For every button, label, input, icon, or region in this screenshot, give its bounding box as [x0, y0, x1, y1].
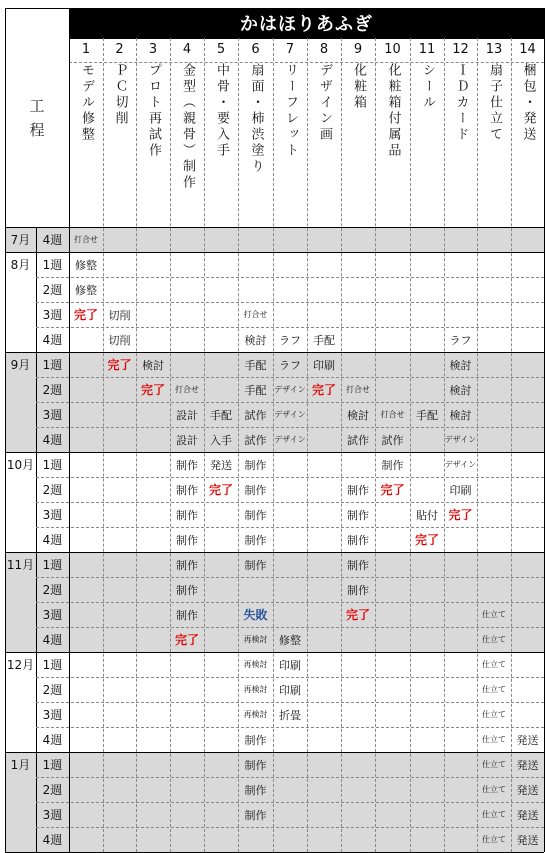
- week-label: 1週: [42, 258, 63, 272]
- grid-line: [5, 552, 544, 553]
- task-cell: 検討: [142, 358, 164, 372]
- task-cell: 仕立て: [482, 610, 506, 619]
- task-cell: 制作: [244, 558, 267, 572]
- column-label: [170, 63, 204, 225]
- column-number: 6: [251, 42, 260, 57]
- task-cell: 制作: [244, 758, 267, 772]
- task-cell: 手配: [244, 358, 267, 372]
- column-label-text: リーフレット: [283, 63, 298, 159]
- grid-line: [36, 277, 544, 278]
- column-number: 5: [216, 42, 226, 57]
- week-label: 1週: [42, 358, 63, 372]
- column-label: [136, 63, 170, 225]
- month-label: 11月: [6, 558, 35, 572]
- grid-line: [36, 802, 544, 803]
- grid-line: [36, 727, 544, 728]
- week-label: 1週: [42, 558, 63, 572]
- task-cell: 制作: [176, 558, 198, 572]
- week-label: 3週: [42, 608, 63, 622]
- task-cell: デザイン: [274, 385, 306, 394]
- grid-line: [341, 38, 342, 852]
- column-label-text: 化粧箱付属品: [385, 63, 401, 159]
- task-cell: 手配: [210, 408, 232, 422]
- task-cell: 制作: [244, 508, 267, 522]
- task-cell: 設計: [176, 408, 198, 422]
- task-cell: 完了: [414, 533, 439, 547]
- task-cell: 再検討: [243, 710, 268, 719]
- task-cell: 仕立て: [482, 835, 506, 844]
- week-label: 2週: [42, 283, 63, 297]
- week-label: 2週: [42, 583, 63, 597]
- sheet-title: かはほりあふぎ: [69, 8, 544, 38]
- task-cell: 制作: [176, 583, 198, 597]
- task-cell: 切削: [108, 333, 131, 347]
- column-label: [410, 63, 444, 225]
- column-label-text: プロト再試作: [146, 63, 161, 159]
- week-label: 1週: [42, 658, 63, 672]
- grid-line: [170, 38, 171, 852]
- task-cell: 打合せ: [243, 310, 268, 319]
- week-label: 2週: [42, 383, 63, 397]
- column-label-text: デザイン画: [317, 63, 332, 143]
- task-cell: 仕立て: [482, 660, 506, 669]
- task-cell: 仕立て: [482, 685, 506, 694]
- week-label: 4週: [42, 333, 63, 347]
- week-label: 2週: [42, 783, 63, 797]
- column-number: 10: [384, 42, 401, 57]
- task-cell: 制作: [347, 558, 369, 572]
- task-cell: 完了: [380, 483, 405, 497]
- column-label-text: 扇面・柿渋塗り: [248, 63, 264, 175]
- task-cell: 切削: [108, 308, 131, 322]
- task-cell: 再検討: [243, 685, 268, 694]
- week-label: 4週: [42, 533, 63, 547]
- grid-line: [5, 752, 544, 753]
- task-cell: 発送: [516, 783, 539, 797]
- week-label: 4週: [42, 833, 63, 847]
- week-label: 2週: [42, 683, 63, 697]
- column-label: [307, 63, 341, 225]
- task-cell: 打合せ: [346, 385, 370, 394]
- week-label: 3週: [42, 708, 63, 722]
- column-label-text: シール: [420, 63, 435, 111]
- task-cell: 発送: [516, 808, 539, 822]
- task-cell: 完了: [174, 633, 199, 647]
- task-cell: 完了: [208, 483, 233, 497]
- task-cell: 完了: [311, 383, 336, 397]
- task-cell: ラフ: [449, 333, 472, 347]
- column-label: [511, 63, 544, 225]
- task-cell: 仕立て: [482, 735, 506, 744]
- week-label: 3週: [42, 808, 63, 822]
- column-number: 13: [485, 42, 503, 57]
- column-number: 9: [353, 42, 363, 57]
- task-cell: デザイン: [444, 460, 477, 469]
- task-cell: 制作: [347, 583, 369, 597]
- grid-line: [444, 38, 445, 852]
- grid-line: [5, 652, 544, 653]
- process-header-char-2: 程: [29, 120, 45, 139]
- task-cell: 試作: [244, 408, 267, 422]
- grid-line: [307, 38, 308, 852]
- column-label-text: モデル修整: [79, 63, 94, 143]
- grid-line: [5, 252, 544, 253]
- grid-line: [477, 38, 478, 852]
- grid-line: [36, 677, 544, 678]
- task-cell: 仕立て: [482, 785, 506, 794]
- week-label: 3週: [42, 308, 63, 322]
- grid-line: [69, 8, 70, 852]
- task-cell: デザイン: [274, 435, 306, 444]
- task-cell: 仕立て: [482, 635, 506, 644]
- task-cell: 完了: [107, 358, 132, 372]
- column-label: [444, 63, 477, 225]
- grid-line: [273, 38, 274, 852]
- task-cell: 設計: [176, 433, 198, 447]
- task-cell: 制作: [347, 533, 369, 547]
- task-cell: 印刷: [449, 483, 472, 497]
- task-cell: 制作: [176, 458, 198, 472]
- task-cell: 完了: [345, 608, 370, 622]
- task-cell: 制作: [176, 508, 198, 522]
- task-cell: 制作: [244, 483, 267, 497]
- week-label: 1週: [42, 458, 63, 472]
- week-label: 4週: [42, 433, 63, 447]
- task-cell: 試作: [244, 433, 267, 447]
- week-label: 3週: [42, 408, 63, 422]
- column-number: 4: [182, 42, 192, 57]
- column-number: 3: [148, 42, 158, 57]
- task-cell: 制作: [244, 733, 267, 747]
- grid-line: [103, 38, 104, 852]
- grid-line: [5, 227, 544, 228]
- task-cell: 発送: [516, 733, 539, 747]
- month-label: 10月: [6, 458, 35, 472]
- task-cell: 再検討: [243, 635, 268, 644]
- task-cell: 試作: [381, 433, 404, 447]
- grid-line: [36, 302, 544, 303]
- task-cell: 試作: [347, 433, 369, 447]
- task-cell: 修整: [279, 633, 301, 647]
- task-cell: ラフ: [279, 358, 301, 372]
- grid-line: [36, 602, 544, 603]
- task-cell: 制作: [244, 458, 267, 472]
- task-cell: 検討: [347, 408, 369, 422]
- grid-line: [36, 777, 544, 778]
- task-cell: 検討: [244, 333, 267, 347]
- column-label-text: 化粧箱: [351, 63, 366, 111]
- column-label-text: 扇子仕立て: [487, 63, 502, 143]
- task-cell: 印刷: [279, 683, 301, 697]
- grid-line: [36, 827, 544, 828]
- task-cell: 仕立て: [482, 710, 506, 719]
- column-label: [204, 63, 238, 225]
- task-cell: 完了: [73, 308, 98, 322]
- task-cell: 再検討: [243, 660, 268, 669]
- month-label: 1月: [10, 758, 31, 772]
- week-label: 4週: [42, 633, 63, 647]
- task-cell: デザイン: [274, 410, 306, 419]
- task-cell: 仕立て: [482, 760, 506, 769]
- grid-line: [36, 527, 544, 528]
- column-number: 1: [81, 42, 91, 57]
- task-cell: 制作: [176, 483, 198, 497]
- task-cell: デザイン: [444, 435, 477, 444]
- column-label-text: ＰＣ切削: [112, 63, 128, 127]
- column-label: [103, 63, 136, 225]
- task-cell: 貼付: [416, 508, 438, 522]
- task-cell: 打合せ: [74, 235, 98, 244]
- grid-line: [36, 427, 544, 428]
- grid-line: [375, 38, 376, 852]
- grid-line: [410, 38, 411, 852]
- task-cell: 検討: [449, 383, 472, 397]
- grid-line: [36, 402, 544, 403]
- grid-line: [5, 8, 544, 9]
- task-cell: 発送: [210, 458, 232, 472]
- task-cell: 入手: [210, 433, 232, 447]
- column-number: 2: [115, 42, 124, 57]
- column-label-text: 金型（親骨）制作: [180, 63, 195, 191]
- task-cell: 制作: [381, 458, 404, 472]
- month-label: 9月: [10, 358, 31, 372]
- column-label-text: 中骨・要入手: [214, 63, 229, 159]
- week-label: 4週: [42, 733, 63, 747]
- column-label: [273, 63, 307, 225]
- task-cell: 折畳: [279, 708, 301, 722]
- grid-line: [238, 38, 239, 852]
- column-number: 8: [319, 42, 329, 57]
- grid-line: [36, 327, 544, 328]
- task-cell: 制作: [244, 808, 267, 822]
- week-label: 4週: [42, 233, 63, 247]
- task-cell: 発送: [516, 833, 539, 847]
- week-label: 2週: [42, 483, 63, 497]
- column-number: 14: [519, 42, 536, 57]
- task-cell: 手配: [416, 408, 438, 422]
- task-cell: 制作: [176, 608, 198, 622]
- month-label: 12月: [6, 658, 35, 672]
- task-cell: 制作: [347, 483, 369, 497]
- grid-line: [204, 38, 205, 852]
- column-number: 12: [452, 42, 469, 57]
- column-number: 7: [285, 42, 295, 57]
- task-cell: 修整: [75, 283, 97, 297]
- grid-line: [36, 702, 544, 703]
- column-label: [238, 63, 273, 225]
- task-cell: ラフ: [279, 333, 301, 347]
- column-label: [375, 63, 410, 225]
- task-cell: 手配: [313, 333, 335, 347]
- grid-line: [36, 627, 544, 628]
- task-cell: 制作: [244, 533, 267, 547]
- grid-line: [5, 352, 544, 353]
- column-label-text: 梱包・発送: [520, 63, 536, 143]
- task-cell: 完了: [448, 508, 473, 522]
- grid-line: [511, 38, 512, 852]
- month-label: 7月: [10, 233, 31, 247]
- grid-line: [136, 38, 137, 852]
- task-cell: 完了: [140, 383, 165, 397]
- process-header: [5, 8, 69, 227]
- month-label: 8月: [10, 258, 31, 272]
- task-cell: 制作: [347, 508, 369, 522]
- grid-line: [36, 377, 544, 378]
- column-number: 11: [418, 42, 436, 57]
- grid-line: [5, 452, 544, 453]
- task-cell: 手配: [244, 383, 267, 397]
- process-header-char-1: 工: [29, 96, 45, 115]
- task-cell: 打合せ: [380, 410, 405, 419]
- column-label-text: ＩＤカード: [453, 63, 469, 143]
- grid-line: [5, 8, 6, 852]
- task-cell: 失敗: [243, 608, 268, 622]
- column-label: [69, 63, 103, 225]
- task-cell: 制作: [176, 533, 198, 547]
- week-label: 3週: [42, 508, 63, 522]
- task-cell: 検討: [449, 408, 472, 422]
- task-cell: 印刷: [279, 658, 301, 672]
- task-cell: 修整: [75, 258, 97, 272]
- task-cell: 制作: [244, 783, 267, 797]
- task-cell: 仕立て: [482, 810, 506, 819]
- grid-line: [36, 502, 544, 503]
- week-label: 1週: [42, 758, 63, 772]
- task-cell: 発送: [516, 758, 539, 772]
- task-cell: 印刷: [313, 358, 335, 372]
- grid-line: [36, 477, 544, 478]
- column-label: [341, 63, 375, 225]
- column-label: [477, 63, 511, 225]
- task-cell: 打合せ: [175, 385, 199, 394]
- grid-line: [36, 577, 544, 578]
- task-cell: 検討: [449, 358, 472, 372]
